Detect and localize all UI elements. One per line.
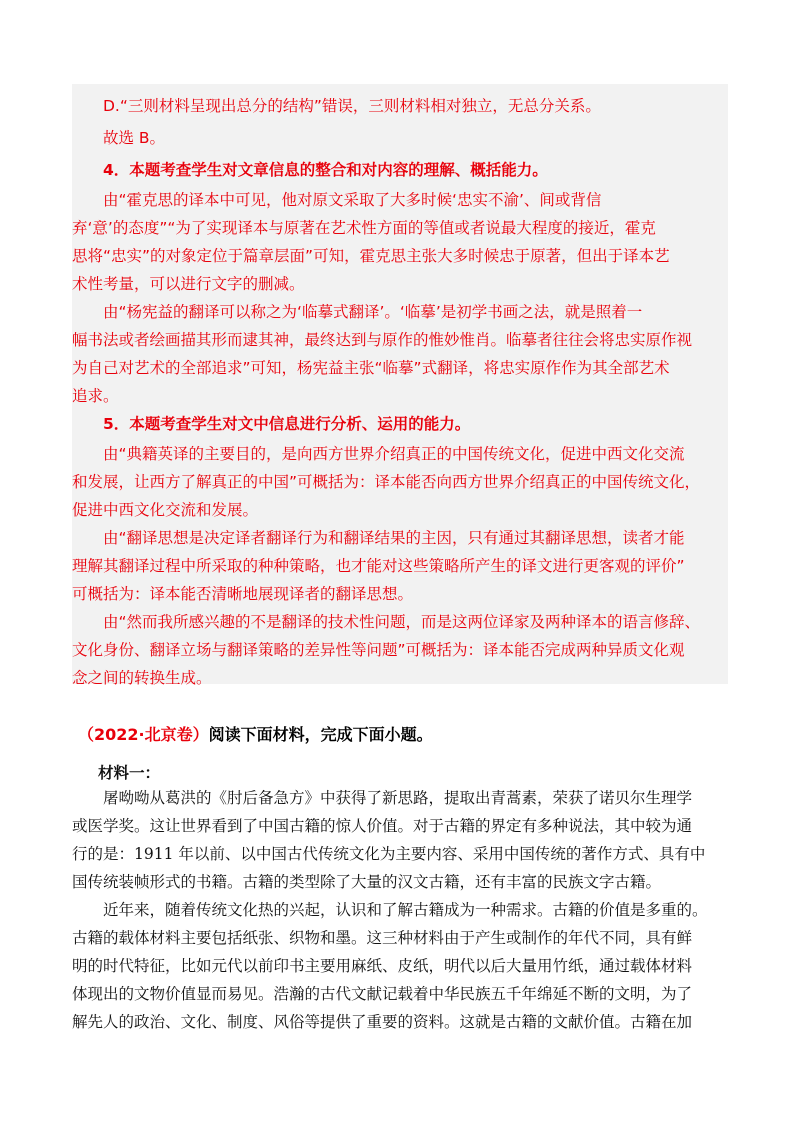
material-line: 解先人的政治、文化、制度、风俗等提供了重要的资料。这就是古籍的文献价值。古籍在加 (72, 1013, 693, 1031)
answer-line: 理解其翻译过程中所采取的种种策略，也才能对这些策略所产生的译文进行更客观的评价” (72, 557, 685, 575)
question-source: （2022·北京卷） (78, 725, 209, 744)
answer-line: 促进中西文化交流和发展。 (72, 501, 259, 519)
answer-line: 为自己对艺术的全部追求”可知，杨宪益主张“临摹”式翻译，将忠实原作作为其全部艺术 (72, 359, 670, 377)
answer-line: 由“杨宪益的翻译可以称之为‘临摹式翻译’。‘临摹’是初学书画之法，就是照着一 (103, 303, 643, 321)
answer-line: 术性考量，可以进行文字的删减。 (72, 275, 305, 293)
answer-line: D.“三则材料呈现出总分的结构”错误，三则材料相对独立，无总分关系。 (103, 97, 601, 115)
answer-line: 幅书法或者绘画描其形而逮其神，最终达到与原作的惟妙惟肖。临摹者往往会将忠实原作视 (72, 331, 693, 349)
material-label: 材料一： (98, 764, 161, 782)
material-line: 体现出的文物价值显而易见。浩瀚的古代文献记载着中华民族五千年绵延不断的文明，为了 (72, 985, 693, 1003)
answer-line: 思将“忠实”的对象定位于篇章层面”可知，霍克思主张大多时候忠于原著，但出于译本艺 (72, 247, 670, 265)
answer-line: 由“翻译思想是决定译者翻译行为和翻译结果的主因，只有通过其翻译思想，读者才能 (103, 529, 685, 547)
material-line: 明的时代特征，比如元代以前印书主要用麻纸、皮纸，明代以后大量用竹纸，通过载体材料 (72, 957, 693, 975)
answer-line: 文化身份、翻译立场与翻译策略的差异性等问题”可概括为：译本能否完成两种异质文化观 (72, 641, 685, 659)
answer-line: 弃‘意’的态度”“为了实现译本与原著在艺术性方面的等值或者说最大程度的接近，霍克 (72, 219, 656, 237)
material-line: 国传统装帧形式的书籍。古籍的类型除了大量的汉文古籍，还有丰富的民族文字古籍。 (72, 873, 662, 891)
answer-line: 由“然而我所感兴趣的不是翻译的技术性问题，而是这两位译家及两种译本的语言修辞、 (103, 613, 701, 631)
answer-line: 5．本题考查学生对文中信息进行分析、运用的能力。 (103, 415, 471, 433)
answer-line: 由“霍克思的译本中可见，他对原文采取了大多时候‘忠实不渝’、间或背信 (103, 191, 602, 209)
material-line: 行的是：1911 年以前、以中国古代传统文化为主要内容、采用中国传统的著作方式、具有中 (72, 845, 706, 863)
answer-line: 故选 B。 (103, 129, 166, 147)
answer-line: 4．本题考查学生对文章信息的整合和对内容的理解、概括能力。 (103, 161, 548, 179)
answer-line: 和发展，让西方了解真正的中国”可概括为：译本能否向西方世界介绍真正的中国传统文化， (72, 473, 701, 491)
answer-line: 追求。 (72, 387, 119, 405)
material-line: 近年来，随着传统文化热的兴起，认识和了解古籍成为一种需求。古籍的价值是多重的。 (103, 901, 708, 919)
question-task: 阅读下面材料，完成下面小题。 (208, 725, 433, 744)
question-heading (78, 722, 433, 748)
material-line: 屠呦呦从葛洪的《肘后备急方》中获得了新思路，提取出青蒿素，荣获了诺贝尔生理学 (103, 789, 693, 807)
answer-line: 可概括为：译本能否清晰地展现译者的翻译思想。 (72, 585, 414, 603)
material-line: 或医学奖。这让世界看到了中国古籍的惊人价值。对于古籍的界定有多种说法，其中较为通 (72, 817, 693, 835)
answer-line: 念之间的转换生成。 (72, 669, 212, 687)
answer-line: 由“典籍英译的主要目的，是向西方世界介绍真正的中国传统文化，促进中西文化交流 (103, 445, 685, 463)
material-line: 古籍的载体材料主要包括纸张、织物和墨。这三种材料由于产生或制作的年代不同，具有鲜 (72, 929, 693, 947)
